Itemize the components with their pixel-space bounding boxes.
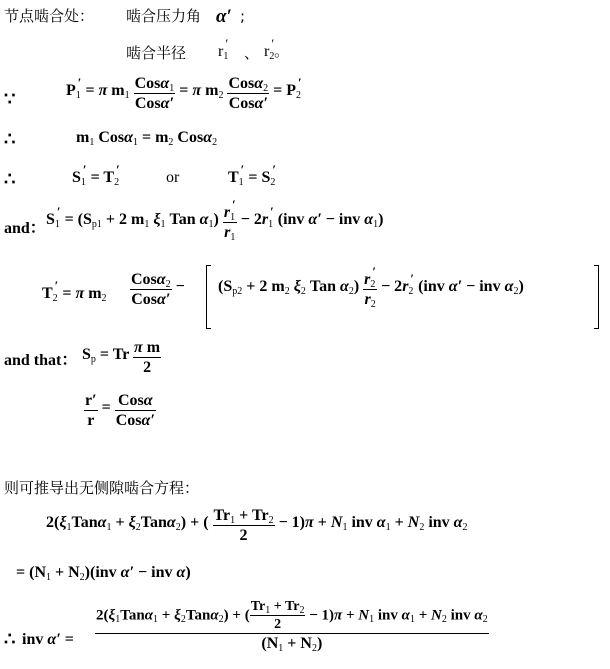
derive-label: 则可推导出无侧隙啮合方程： — [4, 479, 200, 497]
equation-cos-relation: m1 Cosα1 = m2 Cosα2 — [76, 129, 218, 148]
equation-radius-ratio: $\frac{r'}{r}$ = $\frac{\text{Cosα}}{\text{Cosα′}}$ — [85, 392, 155, 429]
equation-force-balance: P1′ = π m1 $\frac{\text{Cosα1}}{\text{Cosα′}}$ = π m2 $\frac{\text{Cosα2}}{\text{Cosα′}}$ = P2′ — [66, 74, 302, 112]
radius-separator: 、 — [244, 44, 260, 62]
and-label: and： — [4, 220, 46, 237]
radius-r2: r2′。 — [264, 36, 290, 62]
radius-r1: r1′ — [218, 36, 229, 62]
therefore-symbol-3: ∴ — [4, 629, 16, 649]
inv-alpha-prime-fraction: $2(\xi_1Tan\alpha_1 + \xi_2Tan\alpha_2)$ + ( $\frac{Tr_1 + Tr_2}{2}$ − $1)\pi + N_1$ inv $\alpha_1 + N_2$ inv $\alpha_2$ (N1 + N2) — [96, 599, 488, 654]
therefore-symbol-1: ∴ — [4, 129, 16, 149]
inv-alpha-prime-lhs: inv α′ = — [22, 631, 74, 648]
therefore-symbol-2: ∴ — [4, 169, 16, 189]
meshing-equation-rhs: = (N1 + N2)(inv α′ − inv α) — [16, 564, 191, 583]
t2-bracket-content: (Sp2 + 2 m2 ξ2 Tan α2) $\frac{r2'}{r2}$ − 2r2′ (inv α′ − inv α2) — [218, 264, 524, 310]
pitch-radius-label: 啮合半径 — [126, 44, 187, 62]
intro-label: 节点啮合处： — [4, 7, 95, 25]
equation-s1-expansion: S1′ = (Sp1 + 2 m1 ξ1 Tan α1) $\frac{r1'}{r1}$ − 2r1′ (inv α′ − inv α1) — [46, 197, 384, 243]
t2-fraction: $\frac{\text{Cosα2}}{\text{Cosα′}}$ − — [131, 271, 185, 308]
right-bracket — [594, 265, 599, 329]
intro-semicolon: ; — [240, 7, 246, 25]
meshing-equation-lhs: 2(ξ1Tanα1 + ξ2Tanα2) + ( $\frac{Tr1 + Tr2}{2}$ − 1)π + N1 inv α1 + N2 inv α2 — [46, 507, 468, 544]
equation-s1-t2: S1′ = T2′ — [72, 162, 120, 188]
equation-sp: Sp = Tr $\frac{\text{π m}}{2}$ — [82, 339, 161, 376]
because-symbol: ∵ — [4, 89, 16, 109]
left-bracket — [206, 265, 211, 329]
equation-t1-s2: T1′ = S2′ — [228, 162, 276, 188]
alpha-prime-symbol: α′ — [216, 6, 232, 27]
or-word: or — [166, 169, 180, 186]
pressure-angle-label: 啮合压力角 — [126, 7, 202, 25]
t2-lhs: T2′ = π m2 — [42, 278, 107, 304]
and-that-label: and that： — [4, 352, 78, 369]
